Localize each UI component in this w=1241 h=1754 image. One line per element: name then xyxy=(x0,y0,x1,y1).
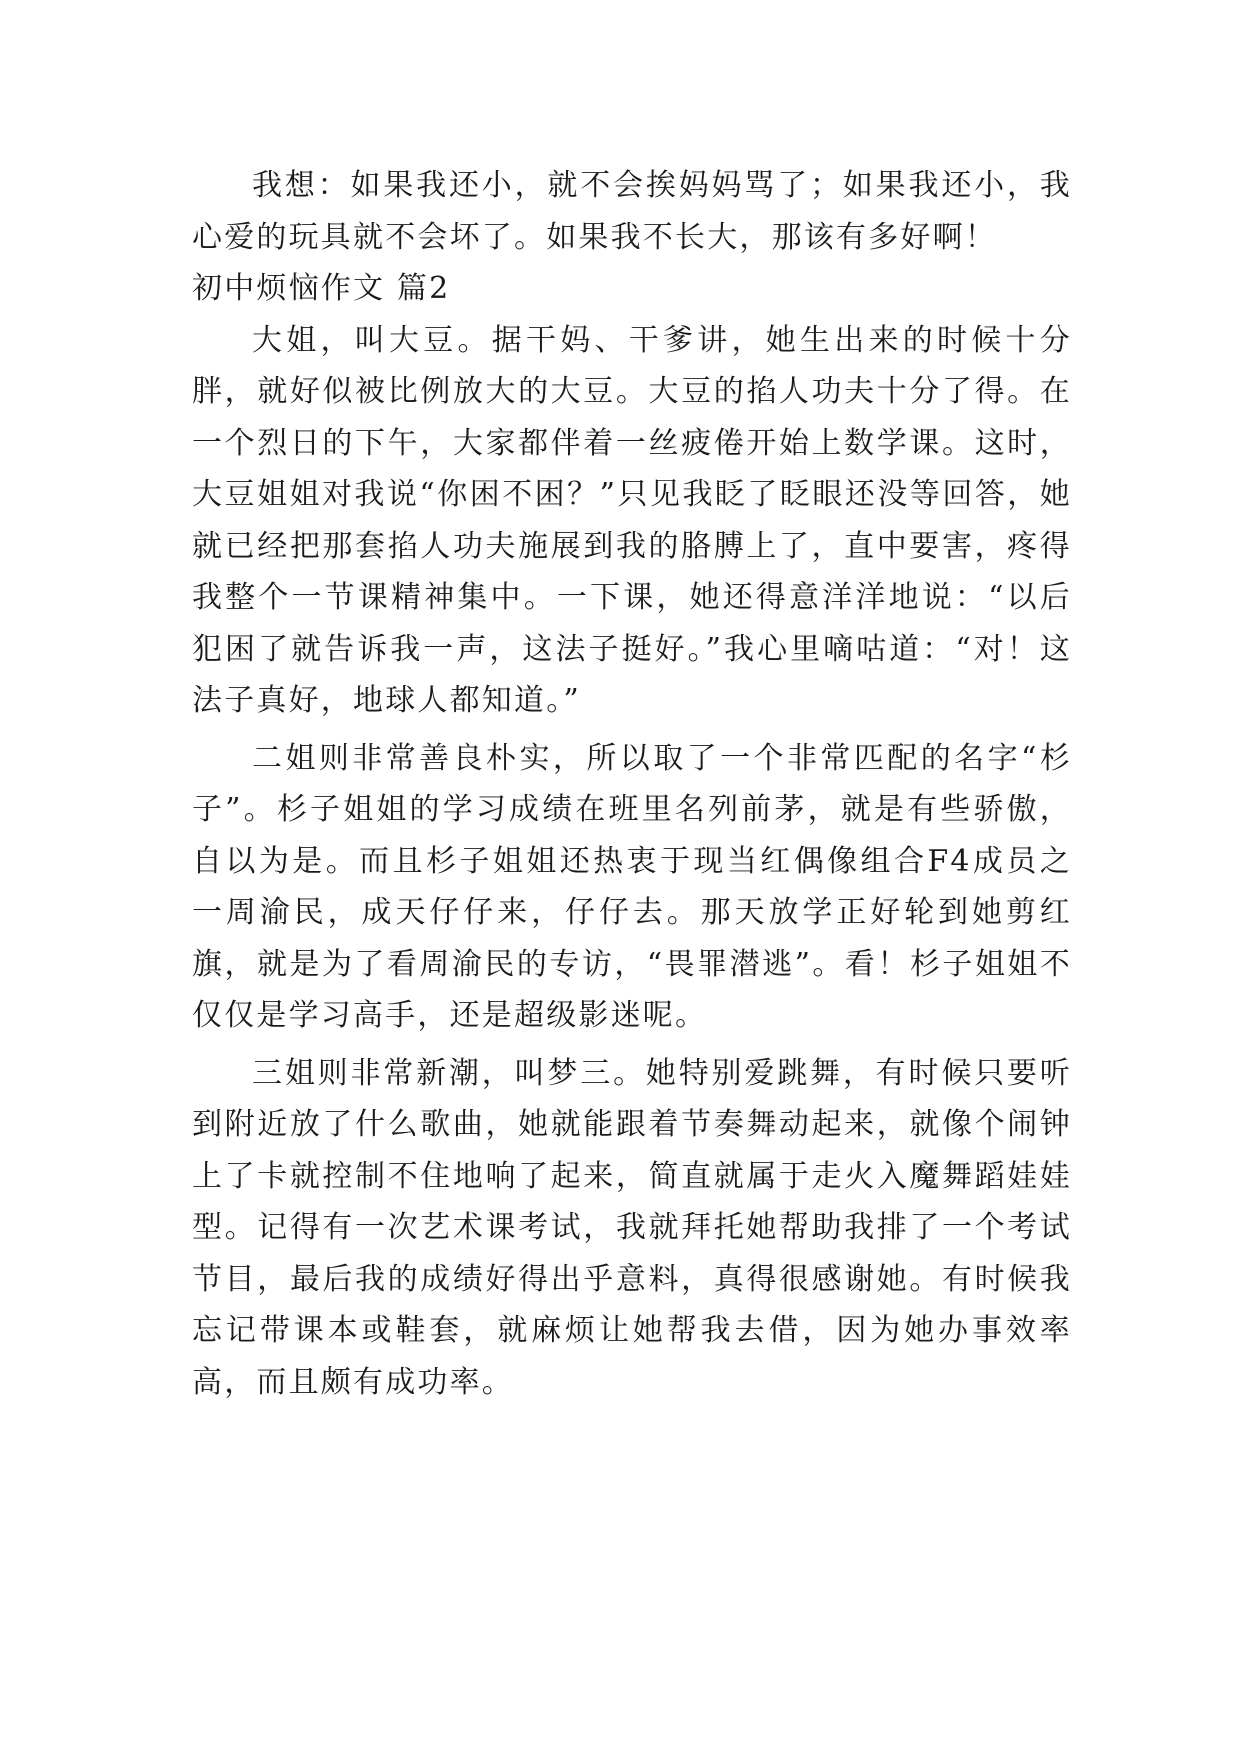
paragraph-intro: 我想：如果我还小，就不会挨妈妈骂了；如果我还小，我心爱的玩具就不会坏了。如果我不长大，那该有多好啊！ xyxy=(192,168,1072,255)
paragraph-mengsan: 三姐则非常新潮，叫梦三。她特别爱跳舞，有时候只要听到附近放了什么歌曲，她就能跟着节奏舞动起来，就像个闹钟上了卡就控制不住地响了起来，简直就属于走火入魔舞蹈娃娃型。记得有一次艺术课考试，我就拜托她帮助我排了一个考试节目，最后我的成绩好得出乎意料，真得很感谢她。有时候我忘记带课本或鞋套，就麻烦让她帮我去借，因为她办事效率高，而且颇有成功率。 xyxy=(192,1055,1072,1400)
document-page xyxy=(192,160,1072,1408)
paragraph-dadou: 大姐，叫大豆。据干妈、干爹讲，她生出来的时候十分胖，就好似被比例放大的大豆。大豆的掐人功夫十分了得。在一个烈日的下午，大家都伴着一丝疲倦开始上数学课。这时，大豆姐姐对我说“你困不困？”只见我眨了眨眼还没等回答，她就已经把那套掐人功夫施展到我的胳膊上了，直中要害，疼得我整个一节课精神集中。一下课，她还得意洋洋地说：“以后犯困了就告诉我一声，这法子挺好。”我心里嘀咕道：“对！这法子真好，地球人都知道。” xyxy=(192,322,1072,718)
section-heading: 初中烦恼作文 篇2 xyxy=(192,271,451,306)
paragraph-shanzi: 二姐则非常善良朴实，所以取了一个非常匹配的名字“杉子”。杉子姐姐的学习成绩在班里名列前茅，就是有些骄傲，自以为是。而且杉子姐姐还热衷于现当红偶像组合F4成员之一周渝民，成天仔仔来，仔仔去。那天放学正好轮到她剪红旗，就是为了看周渝民的专访，“畏罪潜逃”。看！杉子姐姐不仅仅是学习高手，还是超级影迷呢。 xyxy=(192,740,1072,1033)
